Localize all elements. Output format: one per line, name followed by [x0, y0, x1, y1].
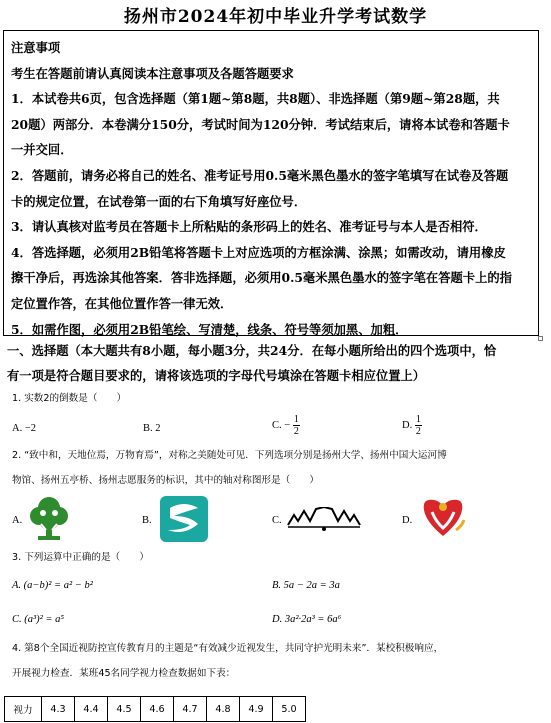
fraction-denominator: 2 [293, 426, 299, 437]
q1-option-d-prefix: D. [402, 419, 415, 431]
section-line-1: 一、选择题（本大题共有8小题，每小题3分，共24分．在每小题所给出的四个选项中，恰 [7, 343, 497, 358]
table-cell: 4.9 [240, 697, 273, 722]
q1-option-d[interactable] [402, 414, 422, 437]
notice-line: 5．如需作图，必须用2B铅笔绘、写清楚，线条、符号等须加黑、加粗． [11, 321, 408, 337]
fraction-numerator: 1 [415, 414, 421, 425]
canal-museum-logo-icon [160, 496, 208, 542]
q3-option-d[interactable]: D. 3a²·2a³ = 6a⁶ [272, 614, 342, 625]
table-cell: 4.6 [141, 697, 174, 722]
fraction-denominator: 2 [415, 426, 421, 437]
q1-option-a[interactable]: A. −2 [12, 423, 37, 434]
q2-stem-line-2: 物馆、扬州五亭桥、扬州志愿服务的标识，其中的轴对称图形是（ ） [12, 475, 319, 486]
q2-stem-line-1: 2. “致中和，天地位焉，万物育焉”，对称之美随处可见．下列选项分别是扬州大学、扬州中国大运河博 [12, 450, 447, 461]
fraction-numerator: 1 [293, 414, 299, 425]
table-cell: 4.8 [207, 697, 240, 722]
q1-option-c-prefix: C. − [272, 419, 291, 431]
q2-option-a[interactable]: A. [12, 515, 23, 526]
q1-option-c-fraction [293, 414, 300, 437]
notice-line: 卡的规定位置，在试卷第一面的右下角填写好座位号． [11, 193, 307, 209]
notice-line: 3．请认真核对监考员在答题卡上所粘贴的条形码上的姓名、准考证号与本人是否相符． [11, 219, 487, 235]
q2-option-c[interactable]: C. [272, 515, 282, 526]
five-pavilion-bridge-icon [286, 507, 362, 531]
q3-option-b[interactable]: B. 5a − 2a = 3a [272, 580, 340, 591]
q1-option-d-fraction [415, 414, 422, 437]
q4-stem-line-2: 开展视力检查．某班45名同学视力检查数据如下表： [12, 668, 236, 679]
notice-line: 20题）两部分．本卷满分150分，考试时间为120分钟．考试结束后，请将本试卷和答题卡 [11, 116, 510, 132]
notice-line: 擦干净后，再选涂其他答案．答非选择题，必须用0.5毫米黑色墨水的签字笔在答题卡上的指 [11, 270, 512, 286]
notice-box [3, 30, 539, 336]
notice-line: 考生在答题前请认真阅读本注意事项及各题答题要求 [11, 65, 294, 81]
volunteer-heart-icon [418, 496, 468, 542]
q1-option-c[interactable] [272, 414, 300, 437]
notice-line: 1．本试卷共6页，包含选择题（第1题~第8题，共8题）、非选择题（第9题~第28题，共 [11, 91, 500, 107]
q3-option-c[interactable]: C. (a³)² = a⁵ [12, 614, 65, 625]
notice-line: 一并交回． [11, 142, 73, 158]
table-cell: 4.3 [42, 697, 75, 722]
vision-table [4, 696, 306, 722]
notice-heading: 注意事项 [11, 40, 61, 55]
table-row [5, 697, 306, 722]
q4-stem-line-1: 4. 第8个全国近视防控宣传教育月的主题是“有效减少近视发生，共同守护光明未来”．某校积极响应， [12, 643, 444, 654]
notice-line: 定位置作答，在其他位置作答一律无效． [11, 295, 233, 311]
q3-option-a[interactable]: A. (a−b)² = a² − b² [12, 580, 93, 591]
table-cell: 4.5 [108, 697, 141, 722]
q1-stem: 1. 实数2的倒数是（ ） [12, 393, 127, 404]
q2-option-b[interactable]: B. [142, 515, 152, 526]
q2-option-d[interactable]: D. [402, 515, 413, 526]
table-cell: 5.0 [273, 697, 306, 722]
table-cell: 4.4 [75, 697, 108, 722]
table-header-cell: 视力 [5, 697, 42, 722]
tree-logo-icon [28, 494, 70, 542]
section-heading [7, 338, 543, 388]
q1-option-b[interactable]: B. 2 [143, 423, 161, 434]
q3-stem: 3. 下列运算中正确的是（ ） [12, 552, 149, 563]
section-line-2: 有一项是符合题目要求的，请将该选项的字母代号填涂在答题卡相应位置上） [7, 368, 426, 383]
notice-line: 2．答题前，请务必将自己的姓名、准考证号用0.5毫米黑色墨水的签字笔填写在试卷及答题 [11, 167, 509, 183]
table-cell: 4.7 [174, 697, 207, 722]
exam-title: 扬州市2024年初中毕业升学考试数学 [123, 7, 428, 27]
notice-line: 4．答选择题，必须用2B铅笔将答题卡上对应选项的方框涂满、涂黑；如需改动，请用橡皮 [11, 244, 506, 260]
